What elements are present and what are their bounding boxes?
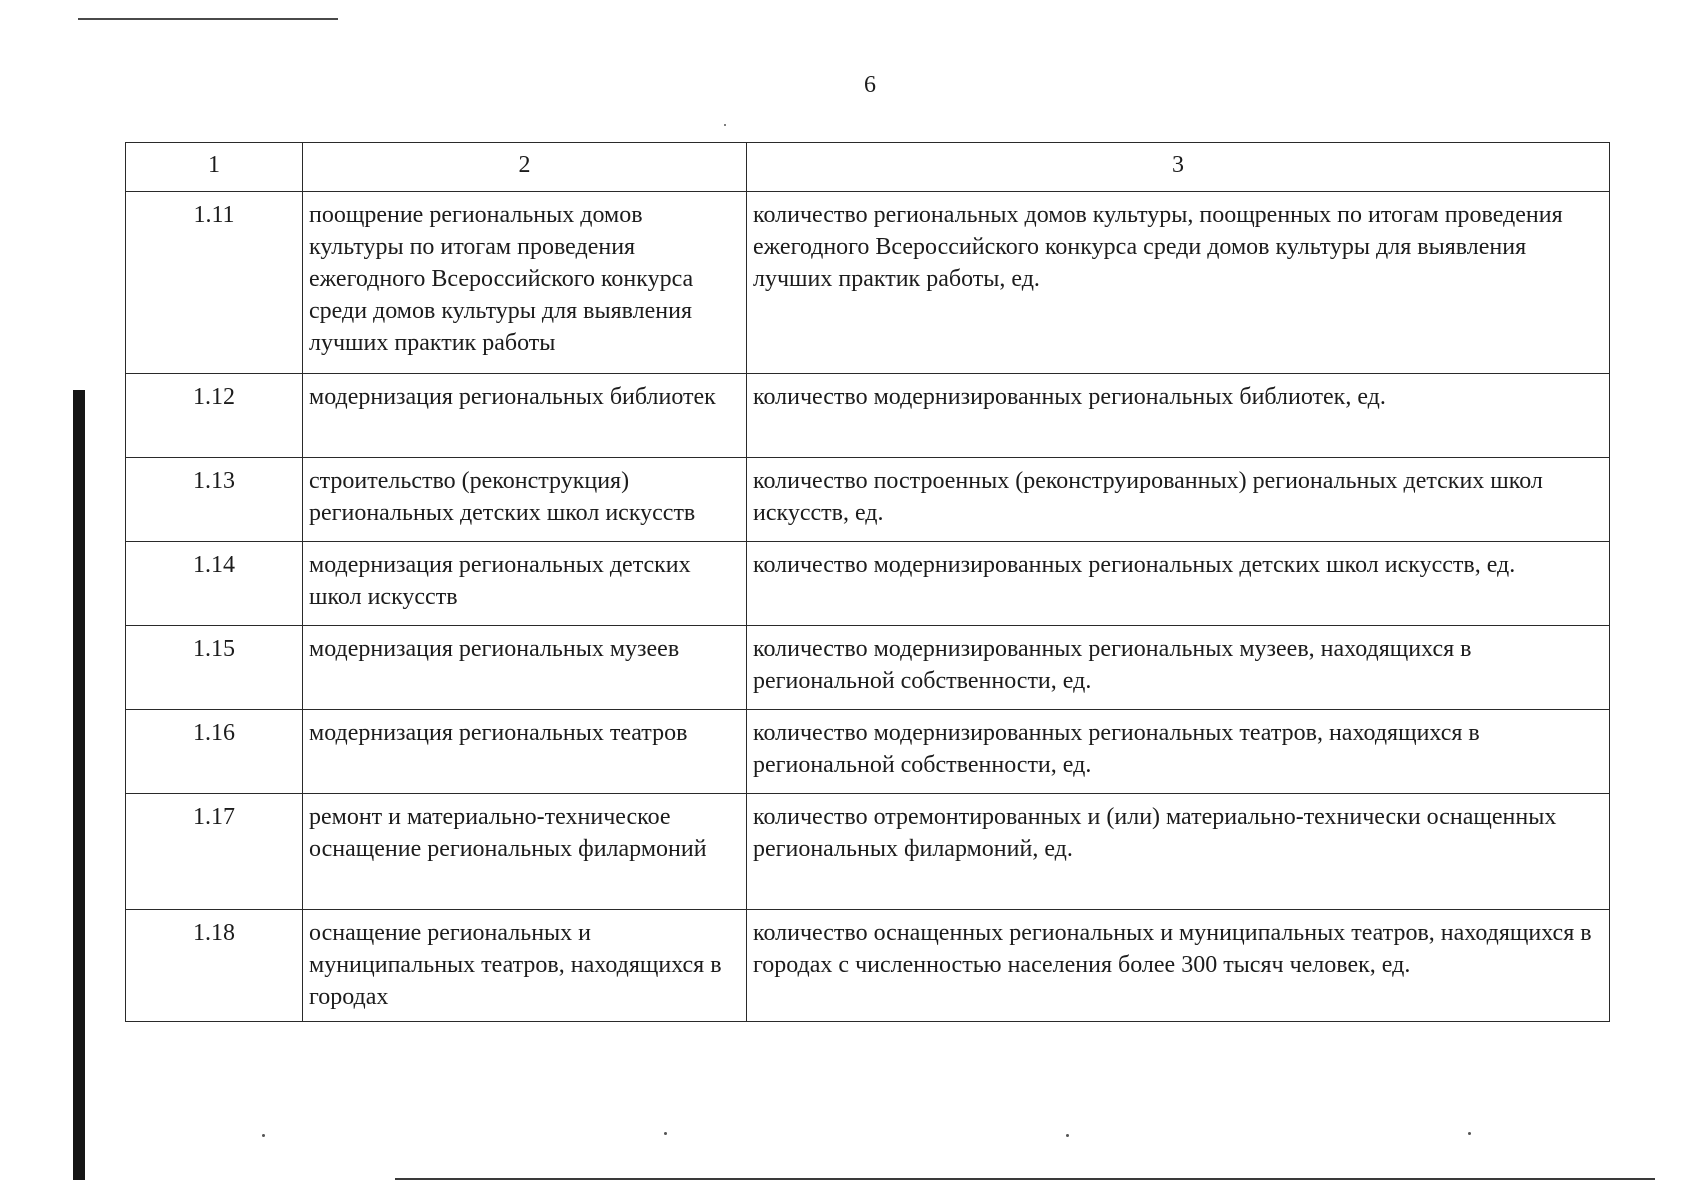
row-number: 1.15 <box>126 626 303 710</box>
table-row <box>126 710 1610 794</box>
activity-cell: строительство (реконструкция) региональных детских школ искусств <box>303 458 747 542</box>
row-number: 1.14 <box>126 542 303 626</box>
scan-top-edge-line <box>78 18 338 20</box>
activity-cell: поощрение региональных домов культуры по итогам проведения ежегодного Всероссийского конкурса среди домов культуры для выявления лучших практик работы <box>303 192 747 374</box>
row-number: 1.13 <box>126 458 303 542</box>
indicator-cell: количество модернизированных региональных театров, находящихся в региональной собственности, ед. <box>747 710 1610 794</box>
column-header-1: 1 <box>126 143 303 192</box>
scan-speck <box>664 1132 667 1135</box>
indicator-cell: количество модернизированных региональных музеев, находящихся в региональной собственности, ед. <box>747 626 1610 710</box>
scan-speck <box>1066 1134 1069 1137</box>
row-number: 1.16 <box>126 710 303 794</box>
scan-binding-shadow <box>73 390 85 1180</box>
scan-speck <box>1468 1132 1471 1135</box>
indicator-cell: количество построенных (реконструированных) региональных детских школ искусств, ед. <box>747 458 1610 542</box>
activity-cell: модернизация региональных музеев <box>303 626 747 710</box>
scan-speck <box>262 1134 265 1137</box>
table-row <box>126 542 1610 626</box>
row-number: 1.12 <box>126 374 303 458</box>
table-row <box>126 192 1610 374</box>
table-row <box>126 626 1610 710</box>
indicator-cell: количество региональных домов культуры, поощренных по итогам проведения ежегодного Всероссийского конкурса среди домов культуры для выявления лучших практик работы, ед. <box>747 192 1610 374</box>
column-header-2: 2 <box>303 143 747 192</box>
activity-cell: оснащение региональных и муниципальных театров, находящихся в городах <box>303 910 747 1022</box>
row-number: 1.17 <box>126 794 303 910</box>
activity-cell: модернизация региональных детских школ искусств <box>303 542 747 626</box>
table-row <box>126 374 1610 458</box>
row-number: 1.11 <box>126 192 303 374</box>
activity-cell: ремонт и материально-техническое оснащение региональных филармоний <box>303 794 747 910</box>
table-row <box>126 794 1610 910</box>
table-header-row <box>126 143 1610 192</box>
column-header-3: 3 <box>747 143 1610 192</box>
scan-bottom-edge-line <box>395 1178 1655 1180</box>
row-number: 1.18 <box>126 910 303 1022</box>
scan-speck <box>724 124 726 126</box>
activity-cell: модернизация региональных библиотек <box>303 374 747 458</box>
table-row <box>126 910 1610 1022</box>
page-number: 6 <box>864 72 876 98</box>
table-row <box>126 458 1610 542</box>
activity-cell: модернизация региональных театров <box>303 710 747 794</box>
indicator-cell: количество модернизированных региональных детских школ искусств, ед. <box>747 542 1610 626</box>
indicator-cell: количество модернизированных региональных библиотек, ед. <box>747 374 1610 458</box>
activities-table <box>125 142 1610 1022</box>
indicator-cell: количество оснащенных региональных и муниципальных театров, находящихся в городах с численностью населения более 300 тысяч человек, ед. <box>747 910 1610 1022</box>
indicator-cell: количество отремонтированных и (или) материально-технически оснащенных региональных филармоний, ед. <box>747 794 1610 910</box>
